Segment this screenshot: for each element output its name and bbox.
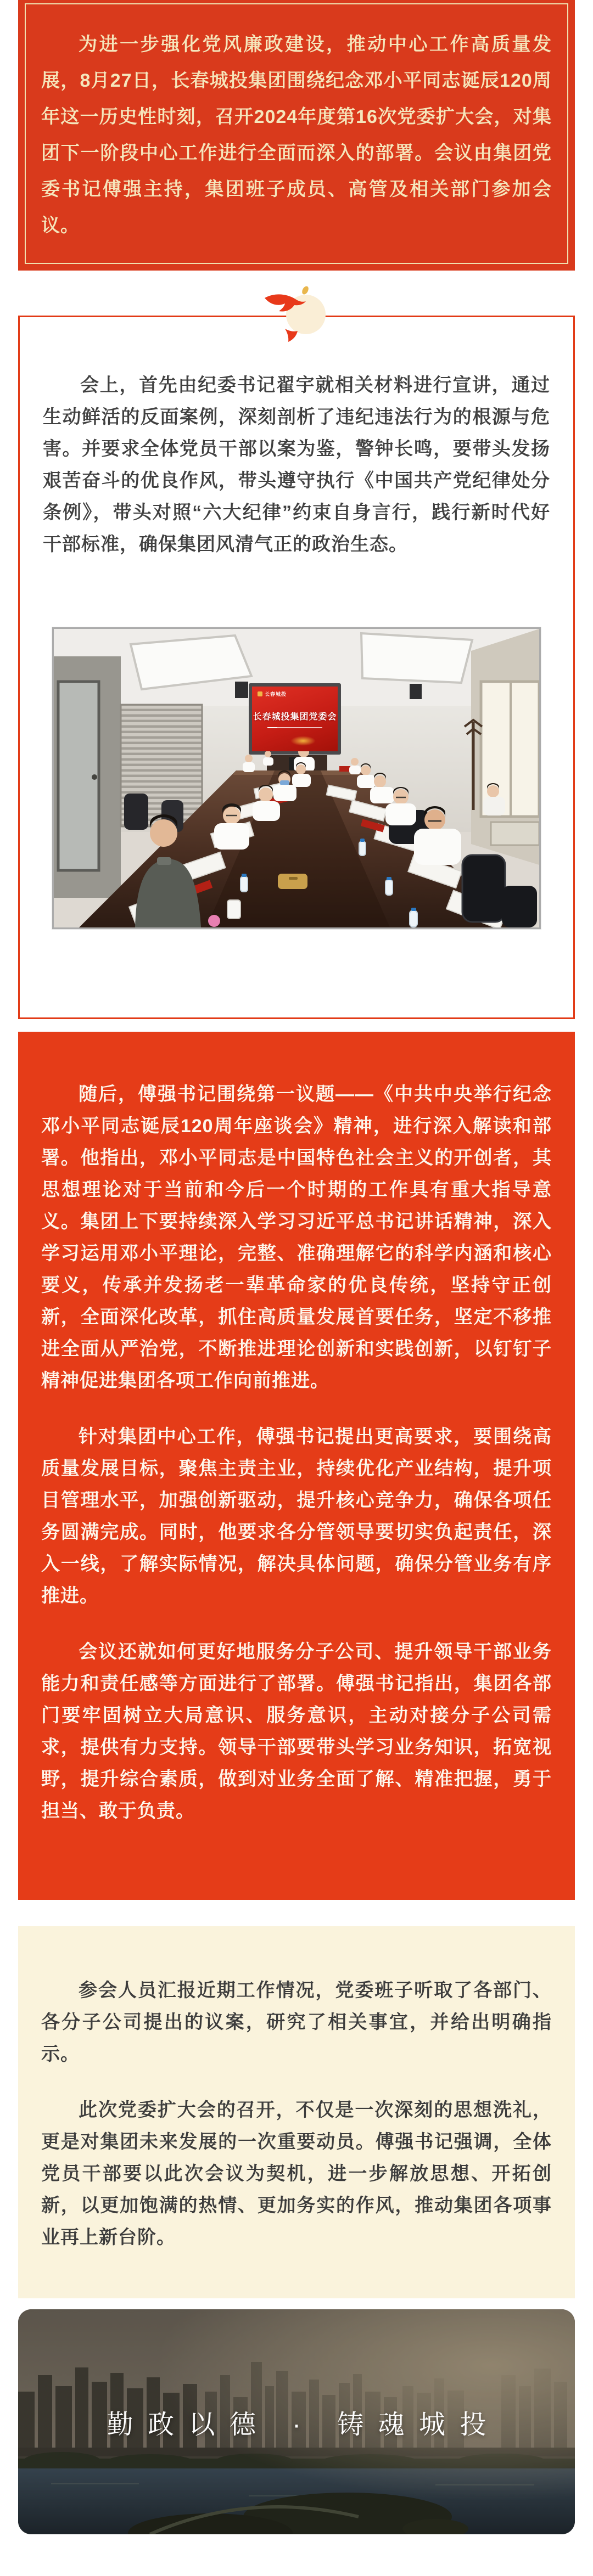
bird-divider-icon <box>255 283 343 344</box>
meeting-card <box>18 316 575 1019</box>
red-paragraph-3: 会议还就如何更好地服务分子公司、提升领导干部业务能力和责任感等方面进行了部署。傅强书记指出，集团各部门要牢固树立大局意识、服务意识，主动对接分子公司需求，提供有力支持。领导干部要带头学习业务知识，拓宽视野，提升综合素质，做到对业务全面了解、精准把握，勇于担当、敢于负责。 <box>41 1641 552 1821</box>
spacer <box>0 2534 593 2576</box>
conference-photo[interactable] <box>52 627 541 929</box>
card-paragraph: 会上，首先由纪委书记翟宇就相关材料进行宣讲，通过生动鲜活的反面案例，深刻剖析了违纪违法行为的根源与危害。并要求全体党员干部以案为鉴，警钟长鸣，要带头发扬艰苦奋斗的优良作风，带头遵守执行《中国共产党纪律处分条例》，带头对照“六大纪律”约束自身言行，践行新时代好干部标准，确保集团风清气正的政治生态。 <box>43 375 550 555</box>
cream-paragraph-1: 参会人员汇报近期工作情况，党委班子听取了各部门、各分子公司提出的议案，研究了相关事宜，并给出明确指示。 <box>41 1980 552 2065</box>
red-paragraph-1: 随后，傅强书记围绕第一议题——《中共中央举行纪念邓小平同志诞辰120周年座谈会》精神，进行深入解读和部署。他指出，邓小平同志是中国特色社会主义的开创者，其思想理论对于当前和今后一个时期的工作具有重大指导意义。集团上下要持续深入学习习近平总书记讲话精神，深入学习运用邓小平理论，完整、准确理解它的科学内涵和核心要义，传承并发扬老一辈革命家的优良传统，坚持守正创新，全面深化改革，抓住高质量发展首要任务，坚定不移推进全面从严治党，不断推进理论创新和实践创新，以钉钉子精神促进集团各项工作向前推进。 <box>41 1084 552 1391</box>
cream-paragraph-2: 此次党委扩大会的召开，不仅是一次深刻的思想洗礼，更是对集团未来发展的一次重要动员。傅强书记强调，全体党员干部要以此次会议为契机，进一步解放思想、开拓创新，以更加饱满的热情、更加务实的作风，推动集团各项事业再上新台阶。 <box>41 2100 552 2248</box>
meeting-screen <box>252 687 338 751</box>
screen-logo-text: 长春城投 <box>265 691 287 697</box>
screen-subtitle-line <box>267 727 322 730</box>
intro-red-banner <box>18 0 575 271</box>
screen-logo-icon <box>258 691 262 696</box>
spacer <box>0 2298 593 2309</box>
deployment-red-section <box>18 1032 575 1900</box>
spacer <box>0 1019 593 1032</box>
summary-cream-section <box>18 1926 575 2298</box>
red-paragraph-2: 针对集团中心工作，傅强书记提出更高要求，要围绕高质量发展目标，聚焦主责主业，持续优化产业结构，提升项目管理水平，加强创新驱动，提升核心竞争力，确保各项任务圆满完成。同时，他要求各分管领导要切实负起责任，深入一线，了解实际情况，解决具体问题，确保分管业务有序推进。 <box>41 1426 552 1606</box>
screen-logo <box>258 690 287 698</box>
conference-room-illustration <box>54 629 539 927</box>
intro-paragraph: 为进一步强化党风廉政建设，推动中心工作高质量发展，8月27日，长春城投集团围绕纪念邓小平同志诞辰120周年这一历史性时刻，召开2024年度第16次党委扩大会，对集团下一阶段中心工作进行全面而深入的部署。会议由集团党委书记傅强主持，集团班子成员、高管及相关部门参加会议。 <box>41 34 552 236</box>
screen-title: 长春城投集团党委会 <box>253 712 337 722</box>
banner-slogan-text: 勤政以德 · 铸魂城投 <box>107 2410 501 2439</box>
section-divider <box>0 271 593 316</box>
screen-emblem-glow <box>290 736 316 746</box>
slogan-banner[interactable] <box>18 2309 575 2534</box>
spacer <box>0 1900 593 1926</box>
